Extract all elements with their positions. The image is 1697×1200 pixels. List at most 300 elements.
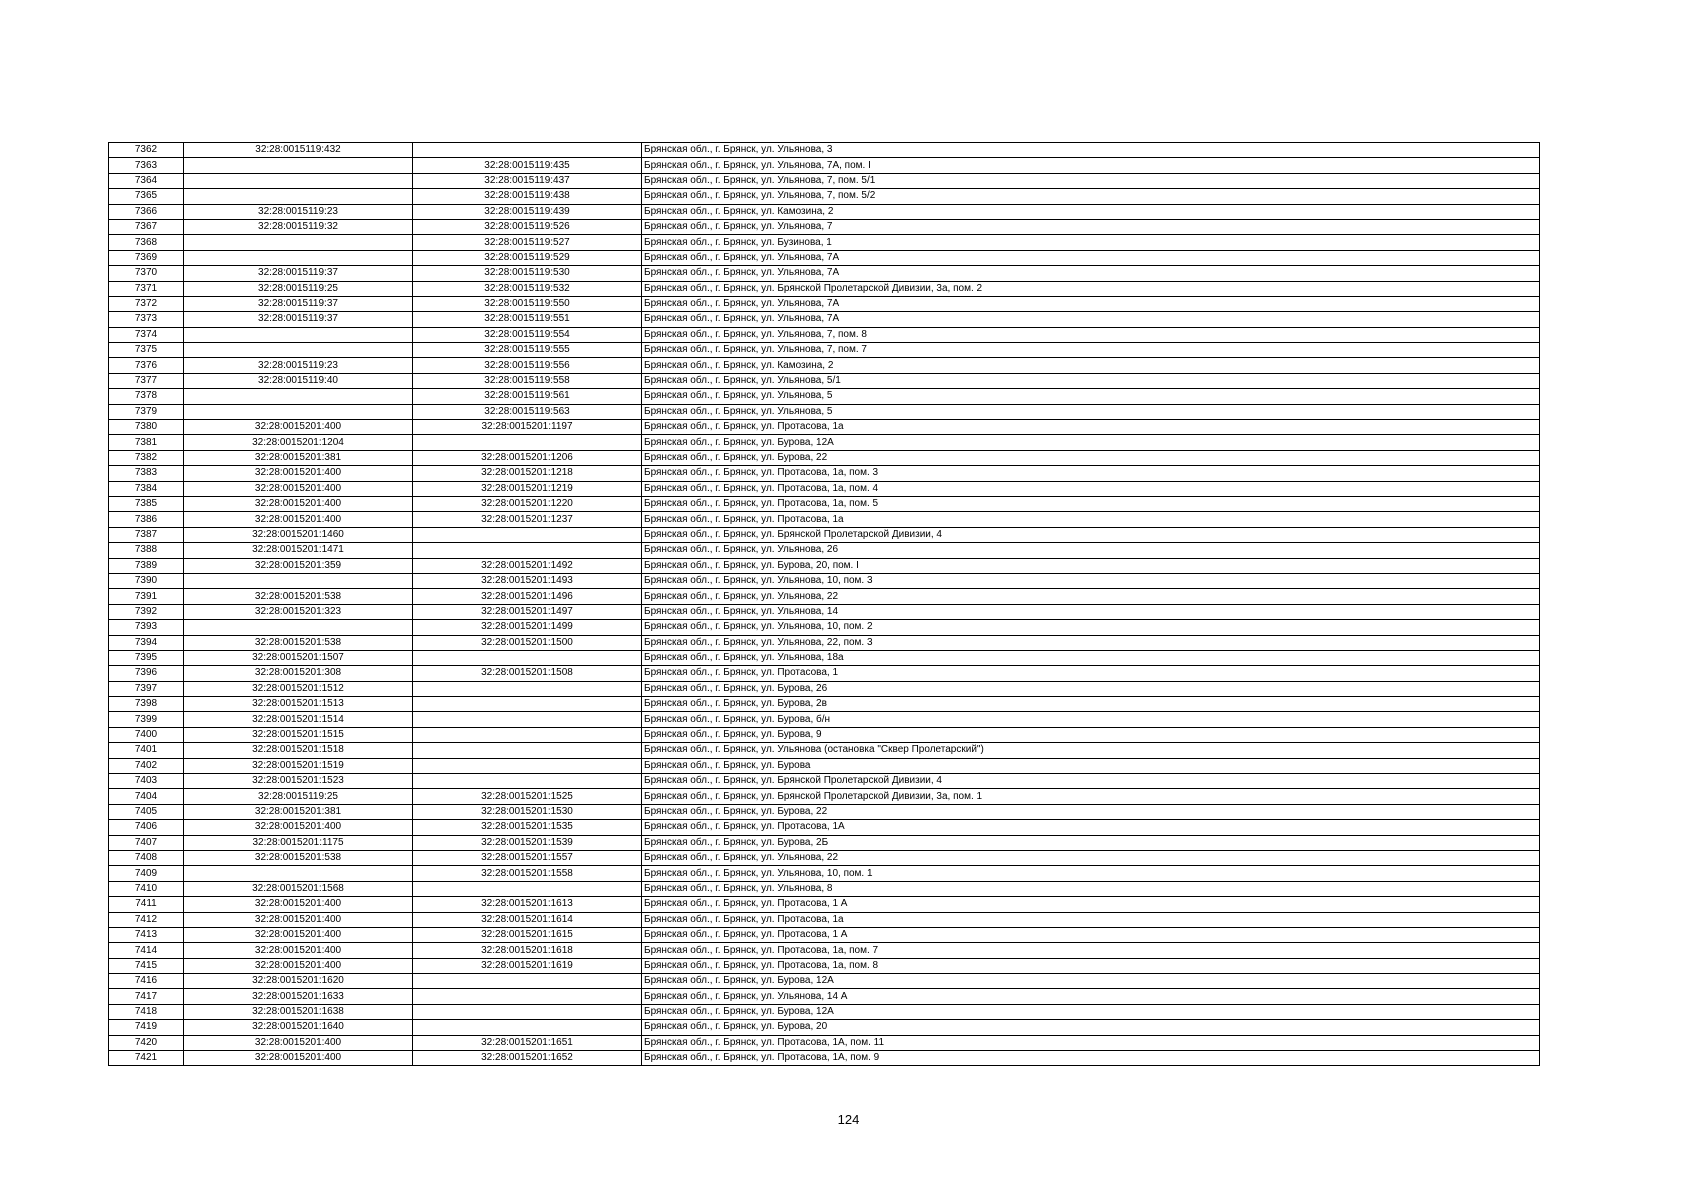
table-row bbox=[109, 235, 1540, 250]
parcel-number-cell bbox=[184, 189, 413, 204]
object-number-cell bbox=[413, 527, 642, 542]
row-number-cell: 7382 bbox=[109, 450, 184, 465]
row-number-cell: 7400 bbox=[109, 727, 184, 742]
row-number-cell: 7417 bbox=[109, 989, 184, 1004]
row-number-cell: 7421 bbox=[109, 1051, 184, 1066]
address-cell: Брянская обл., г. Брянск, ул. Ульянова, 3 bbox=[642, 143, 1540, 158]
table-row bbox=[109, 820, 1540, 835]
object-number-cell bbox=[413, 774, 642, 789]
object-number-cell: 32:28:0015201:1497 bbox=[413, 604, 642, 619]
parcel-number-cell: 32:28:0015201:400 bbox=[184, 927, 413, 942]
parcel-number-cell: 32:28:0015119:23 bbox=[184, 358, 413, 373]
parcel-number-cell: 32:28:0015201:1638 bbox=[184, 1004, 413, 1019]
object-number-cell: 32:28:0015119:550 bbox=[413, 296, 642, 311]
address-cell: Брянская обл., г. Брянск, ул. Ульянова, 7 bbox=[642, 219, 1540, 234]
table-row bbox=[109, 250, 1540, 265]
table-row bbox=[109, 1020, 1540, 1035]
table-row bbox=[109, 974, 1540, 989]
table-row bbox=[109, 373, 1540, 388]
parcel-number-cell bbox=[184, 404, 413, 419]
table-row bbox=[109, 450, 1540, 465]
object-number-cell: 32:28:0015201:1237 bbox=[413, 512, 642, 527]
table-row bbox=[109, 219, 1540, 234]
row-number-cell: 7379 bbox=[109, 404, 184, 419]
address-cell: Брянская обл., г. Брянск, ул. Ульянова, 10, пом. 3 bbox=[642, 573, 1540, 588]
object-number-cell: 32:28:0015119:551 bbox=[413, 312, 642, 327]
object-number-cell: 32:28:0015201:1558 bbox=[413, 866, 642, 881]
address-cell: Брянская обл., г. Брянск, ул. Протасова, 1а, пом. 4 bbox=[642, 481, 1540, 496]
row-number-cell: 7366 bbox=[109, 204, 184, 219]
address-cell: Брянская обл., г. Брянск, ул. Ульянова, 7, пом. 7 bbox=[642, 343, 1540, 358]
table-row bbox=[109, 527, 1540, 542]
object-number-cell: 32:28:0015201:1652 bbox=[413, 1051, 642, 1066]
object-number-cell: 32:28:0015119:555 bbox=[413, 343, 642, 358]
address-cell: Брянская обл., г. Брянск, ул. Ульянова, 7, пом. 5/1 bbox=[642, 173, 1540, 188]
row-number-cell: 7381 bbox=[109, 435, 184, 450]
object-number-cell: 32:28:0015119:529 bbox=[413, 250, 642, 265]
object-number-cell: 32:28:0015201:1219 bbox=[413, 481, 642, 496]
parcel-number-cell: 32:28:0015119:32 bbox=[184, 219, 413, 234]
table-row bbox=[109, 404, 1540, 419]
row-number-cell: 7368 bbox=[109, 235, 184, 250]
object-number-cell: 32:28:0015201:1651 bbox=[413, 1035, 642, 1050]
object-number-cell bbox=[413, 712, 642, 727]
object-number-cell bbox=[413, 543, 642, 558]
object-number-cell: 32:28:0015119:532 bbox=[413, 281, 642, 296]
table-row bbox=[109, 697, 1540, 712]
parcel-number-cell: 32:28:0015201:400 bbox=[184, 420, 413, 435]
address-cell: Брянская обл., г. Брянск, ул. Бурова, 12А bbox=[642, 1004, 1540, 1019]
address-cell: Брянская обл., г. Брянск, ул. Ульянова, 5/1 bbox=[642, 373, 1540, 388]
table-row bbox=[109, 496, 1540, 511]
table-row bbox=[109, 850, 1540, 865]
object-number-cell bbox=[413, 743, 642, 758]
table-row bbox=[109, 420, 1540, 435]
table-row bbox=[109, 204, 1540, 219]
parcel-number-cell: 32:28:0015201:538 bbox=[184, 589, 413, 604]
parcel-number-cell bbox=[184, 250, 413, 265]
table-row bbox=[109, 543, 1540, 558]
address-cell: Брянская обл., г. Брянск, ул. Ульянова, 8 bbox=[642, 881, 1540, 896]
parcel-number-cell: 32:28:0015119:37 bbox=[184, 296, 413, 311]
row-number-cell: 7393 bbox=[109, 620, 184, 635]
parcel-number-cell: 32:28:0015201:1512 bbox=[184, 681, 413, 696]
parcel-number-cell: 32:28:0015201:400 bbox=[184, 466, 413, 481]
object-number-cell: 32:28:0015119:435 bbox=[413, 158, 642, 173]
object-number-cell: 32:28:0015119:438 bbox=[413, 189, 642, 204]
address-cell: Брянская обл., г. Брянск, ул. Ульянова, 10, пом. 2 bbox=[642, 620, 1540, 635]
address-cell: Брянская обл., г. Брянск, ул. Протасова, 1а, пом. 5 bbox=[642, 496, 1540, 511]
row-number-cell: 7401 bbox=[109, 743, 184, 758]
parcel-number-cell: 32:28:0015201:1633 bbox=[184, 989, 413, 1004]
table-row bbox=[109, 635, 1540, 650]
object-number-cell: 32:28:0015201:1619 bbox=[413, 958, 642, 973]
parcel-number-cell: 32:28:0015201:323 bbox=[184, 604, 413, 619]
parcel-number-cell: 32:28:0015201:1175 bbox=[184, 835, 413, 850]
object-number-cell: 32:28:0015201:1499 bbox=[413, 620, 642, 635]
parcel-number-cell: 32:28:0015119:37 bbox=[184, 312, 413, 327]
address-cell: Брянская обл., г. Брянск, ул. Ульянова, 5 bbox=[642, 389, 1540, 404]
row-number-cell: 7397 bbox=[109, 681, 184, 696]
address-cell: Брянская обл., г. Брянск, ул. Протасова, 1а, пом. 7 bbox=[642, 943, 1540, 958]
address-cell: Брянская обл., г. Брянск, ул. Бурова bbox=[642, 758, 1540, 773]
row-number-cell: 7372 bbox=[109, 296, 184, 311]
address-cell: Брянская обл., г. Брянск, ул. Ульянова, 7, пом. 5/2 bbox=[642, 189, 1540, 204]
table-row bbox=[109, 604, 1540, 619]
row-number-cell: 7398 bbox=[109, 697, 184, 712]
address-cell: Брянская обл., г. Брянск, ул. Ульянова, 22 bbox=[642, 589, 1540, 604]
parcel-number-cell: 32:28:0015201:1523 bbox=[184, 774, 413, 789]
cadastral-table bbox=[108, 142, 1540, 1066]
object-number-cell: 32:28:0015119:561 bbox=[413, 389, 642, 404]
object-number-cell bbox=[413, 881, 642, 896]
parcel-number-cell bbox=[184, 327, 413, 342]
address-cell: Брянская обл., г. Брянск, ул. Ульянова, 14 А bbox=[642, 989, 1540, 1004]
address-cell: Брянская обл., г. Брянск, ул. Бурова, 20 bbox=[642, 1020, 1540, 1035]
address-cell: Брянская обл., г. Брянск, ул. Брянской Пролетарской Дивизии, 4 bbox=[642, 774, 1540, 789]
table-row bbox=[109, 189, 1540, 204]
address-cell: Брянская обл., г. Брянск, ул. Ульянова, 26 bbox=[642, 543, 1540, 558]
row-number-cell: 7412 bbox=[109, 912, 184, 927]
row-number-cell: 7413 bbox=[109, 927, 184, 942]
parcel-number-cell: 32:28:0015119:432 bbox=[184, 143, 413, 158]
parcel-number-cell: 32:28:0015201:1640 bbox=[184, 1020, 413, 1035]
object-number-cell: 32:28:0015201:1500 bbox=[413, 635, 642, 650]
parcel-number-cell: 32:28:0015201:1519 bbox=[184, 758, 413, 773]
row-number-cell: 7405 bbox=[109, 804, 184, 819]
table-row bbox=[109, 743, 1540, 758]
row-number-cell: 7394 bbox=[109, 635, 184, 650]
parcel-number-cell: 32:28:0015201:1513 bbox=[184, 697, 413, 712]
object-number-cell bbox=[413, 143, 642, 158]
parcel-number-cell: 32:28:0015201:538 bbox=[184, 635, 413, 650]
address-cell: Брянская обл., г. Брянск, ул. Бурова, 26 bbox=[642, 681, 1540, 696]
object-number-cell: 32:28:0015201:1535 bbox=[413, 820, 642, 835]
object-number-cell: 32:28:0015201:1525 bbox=[413, 789, 642, 804]
table-row bbox=[109, 866, 1540, 881]
row-number-cell: 7369 bbox=[109, 250, 184, 265]
address-cell: Брянская обл., г. Брянск, ул. Протасова, 1 bbox=[642, 666, 1540, 681]
address-cell: Брянская обл., г. Брянск, ул. Протасова, 1а, пом. 3 bbox=[642, 466, 1540, 481]
address-cell: Брянская обл., г. Брянск, ул. Бурова, 22 bbox=[642, 450, 1540, 465]
row-number-cell: 7403 bbox=[109, 774, 184, 789]
object-number-cell bbox=[413, 697, 642, 712]
object-number-cell: 32:28:0015119:558 bbox=[413, 373, 642, 388]
object-number-cell: 32:28:0015119:556 bbox=[413, 358, 642, 373]
parcel-number-cell: 32:28:0015119:40 bbox=[184, 373, 413, 388]
row-number-cell: 7407 bbox=[109, 835, 184, 850]
row-number-cell: 7411 bbox=[109, 897, 184, 912]
row-number-cell: 7418 bbox=[109, 1004, 184, 1019]
address-cell: Брянская обл., г. Брянск, ул. Протасова, 1а bbox=[642, 420, 1540, 435]
object-number-cell: 32:28:0015119:527 bbox=[413, 235, 642, 250]
object-number-cell bbox=[413, 650, 642, 665]
object-number-cell: 32:28:0015119:439 bbox=[413, 204, 642, 219]
parcel-number-cell: 32:28:0015201:381 bbox=[184, 450, 413, 465]
object-number-cell: 32:28:0015119:526 bbox=[413, 219, 642, 234]
object-number-cell bbox=[413, 727, 642, 742]
table-row bbox=[109, 466, 1540, 481]
address-cell: Брянская обл., г. Брянск, ул. Бузинова, 1 bbox=[642, 235, 1540, 250]
address-cell: Брянская обл., г. Брянск, ул. Ульянова, 7А bbox=[642, 266, 1540, 281]
object-number-cell: 32:28:0015119:437 bbox=[413, 173, 642, 188]
table-row bbox=[109, 343, 1540, 358]
row-number-cell: 7378 bbox=[109, 389, 184, 404]
parcel-number-cell bbox=[184, 573, 413, 588]
parcel-number-cell: 32:28:0015201:1507 bbox=[184, 650, 413, 665]
table-row bbox=[109, 1051, 1540, 1066]
parcel-number-cell: 32:28:0015201:400 bbox=[184, 958, 413, 973]
address-cell: Брянская обл., г. Брянск, ул. Ульянова, 7А bbox=[642, 312, 1540, 327]
row-number-cell: 7371 bbox=[109, 281, 184, 296]
address-cell: Брянская обл., г. Брянск, ул. Протасова, 1а, пом. 8 bbox=[642, 958, 1540, 973]
address-cell: Брянская обл., г. Брянск, ул. Брянской Пролетарской Дивизии, 3а, пом. 1 bbox=[642, 789, 1540, 804]
parcel-number-cell: 32:28:0015201:308 bbox=[184, 666, 413, 681]
page-number: 124 bbox=[837, 1112, 860, 1127]
object-number-cell bbox=[413, 1004, 642, 1019]
table-row bbox=[109, 804, 1540, 819]
parcel-number-cell: 32:28:0015201:400 bbox=[184, 820, 413, 835]
table-row bbox=[109, 589, 1540, 604]
row-number-cell: 7362 bbox=[109, 143, 184, 158]
parcel-number-cell bbox=[184, 158, 413, 173]
parcel-number-cell: 32:28:0015119:37 bbox=[184, 266, 413, 281]
row-number-cell: 7383 bbox=[109, 466, 184, 481]
object-number-cell: 32:28:0015201:1508 bbox=[413, 666, 642, 681]
address-cell: Брянская обл., г. Брянск, ул. Ульянова (остановка "Сквер Пролетарский") bbox=[642, 743, 1540, 758]
table-row bbox=[109, 943, 1540, 958]
row-number-cell: 7419 bbox=[109, 1020, 184, 1035]
parcel-number-cell bbox=[184, 389, 413, 404]
table-row bbox=[109, 666, 1540, 681]
address-cell: Брянская обл., г. Брянск, ул. Ульянова, 18а bbox=[642, 650, 1540, 665]
row-number-cell: 7395 bbox=[109, 650, 184, 665]
table-row bbox=[109, 681, 1540, 696]
parcel-number-cell: 32:28:0015201:400 bbox=[184, 912, 413, 927]
row-number-cell: 7410 bbox=[109, 881, 184, 896]
object-number-cell: 32:28:0015201:1197 bbox=[413, 420, 642, 435]
object-number-cell bbox=[413, 435, 642, 450]
row-number-cell: 7370 bbox=[109, 266, 184, 281]
row-number-cell: 7363 bbox=[109, 158, 184, 173]
address-cell: Брянская обл., г. Брянск, ул. Бурова, 9 bbox=[642, 727, 1540, 742]
object-number-cell: 32:28:0015201:1539 bbox=[413, 835, 642, 850]
object-number-cell: 32:28:0015201:1206 bbox=[413, 450, 642, 465]
object-number-cell: 32:28:0015119:563 bbox=[413, 404, 642, 419]
row-number-cell: 7402 bbox=[109, 758, 184, 773]
parcel-number-cell: 32:28:0015201:1460 bbox=[184, 527, 413, 542]
address-cell: Брянская обл., г. Брянск, ул. Протасова, 1а bbox=[642, 512, 1540, 527]
table-row bbox=[109, 789, 1540, 804]
address-cell: Брянская обл., г. Брянск, ул. Камозина, 2 bbox=[642, 204, 1540, 219]
table-row bbox=[109, 173, 1540, 188]
object-number-cell: 32:28:0015201:1220 bbox=[413, 496, 642, 511]
address-cell: Брянская обл., г. Брянск, ул. Ульянова, 14 bbox=[642, 604, 1540, 619]
row-number-cell: 7416 bbox=[109, 974, 184, 989]
row-number-cell: 7396 bbox=[109, 666, 184, 681]
object-number-cell bbox=[413, 1020, 642, 1035]
object-number-cell: 32:28:0015119:530 bbox=[413, 266, 642, 281]
address-cell: Брянская обл., г. Брянск, ул. Протасова, 1А, пом. 9 bbox=[642, 1051, 1540, 1066]
table-row bbox=[109, 1004, 1540, 1019]
table-row bbox=[109, 312, 1540, 327]
row-number-cell: 7374 bbox=[109, 327, 184, 342]
address-cell: Брянская обл., г. Брянск, ул. Бурова, 20, пом. I bbox=[642, 558, 1540, 573]
parcel-number-cell: 32:28:0015201:400 bbox=[184, 1035, 413, 1050]
row-number-cell: 7385 bbox=[109, 496, 184, 511]
row-number-cell: 7365 bbox=[109, 189, 184, 204]
table-row bbox=[109, 927, 1540, 942]
row-number-cell: 7415 bbox=[109, 958, 184, 973]
row-number-cell: 7389 bbox=[109, 558, 184, 573]
address-cell: Брянская обл., г. Брянск, ул. Ульянова, 22 bbox=[642, 850, 1540, 865]
table-row bbox=[109, 897, 1540, 912]
object-number-cell: 32:28:0015201:1493 bbox=[413, 573, 642, 588]
row-number-cell: 7364 bbox=[109, 173, 184, 188]
row-number-cell: 7399 bbox=[109, 712, 184, 727]
object-number-cell: 32:28:0015201:1618 bbox=[413, 943, 642, 958]
row-number-cell: 7404 bbox=[109, 789, 184, 804]
parcel-number-cell bbox=[184, 235, 413, 250]
table-row bbox=[109, 158, 1540, 173]
address-cell: Брянская обл., г. Брянск, ул. Ульянова, 5 bbox=[642, 404, 1540, 419]
parcel-number-cell: 32:28:0015201:400 bbox=[184, 897, 413, 912]
table-row bbox=[109, 1035, 1540, 1050]
parcel-number-cell: 32:28:0015201:400 bbox=[184, 943, 413, 958]
row-number-cell: 7380 bbox=[109, 420, 184, 435]
row-number-cell: 7414 bbox=[109, 943, 184, 958]
address-cell: Брянская обл., г. Брянск, ул. Бурова, б/н bbox=[642, 712, 1540, 727]
table-row bbox=[109, 620, 1540, 635]
row-number-cell: 7390 bbox=[109, 573, 184, 588]
address-cell: Брянская обл., г. Брянск, ул. Ульянова, 7А bbox=[642, 296, 1540, 311]
parcel-number-cell: 32:28:0015201:400 bbox=[184, 496, 413, 511]
object-number-cell bbox=[413, 974, 642, 989]
object-number-cell bbox=[413, 989, 642, 1004]
address-cell: Брянская обл., г. Брянск, ул. Протасова, 1А, пом. 11 bbox=[642, 1035, 1540, 1050]
table-row bbox=[109, 143, 1540, 158]
table-row bbox=[109, 281, 1540, 296]
row-number-cell: 7386 bbox=[109, 512, 184, 527]
parcel-number-cell: 32:28:0015201:400 bbox=[184, 512, 413, 527]
address-cell: Брянская обл., г. Брянск, ул. Ульянова, 7А, пом. I bbox=[642, 158, 1540, 173]
table-row bbox=[109, 558, 1540, 573]
address-cell: Брянская обл., г. Брянск, ул. Бурова, 2в bbox=[642, 697, 1540, 712]
table-row bbox=[109, 650, 1540, 665]
address-cell: Брянская обл., г. Брянск, ул. Бурова, 12А bbox=[642, 974, 1540, 989]
table-row bbox=[109, 712, 1540, 727]
address-cell: Брянская обл., г. Брянск, ул. Камозина, 2 bbox=[642, 358, 1540, 373]
table-row bbox=[109, 912, 1540, 927]
parcel-number-cell: 32:28:0015201:538 bbox=[184, 850, 413, 865]
table-row bbox=[109, 358, 1540, 373]
object-number-cell bbox=[413, 758, 642, 773]
parcel-number-cell: 32:28:0015201:1204 bbox=[184, 435, 413, 450]
parcel-number-cell: 32:28:0015201:1471 bbox=[184, 543, 413, 558]
address-cell: Брянская обл., г. Брянск, ул. Брянской Пролетарской Дивизии, 4 bbox=[642, 527, 1540, 542]
table-row bbox=[109, 296, 1540, 311]
address-cell: Брянская обл., г. Брянск, ул. Брянской Пролетарской Дивизии, 3а, пом. 2 bbox=[642, 281, 1540, 296]
object-number-cell: 32:28:0015201:1557 bbox=[413, 850, 642, 865]
object-number-cell: 32:28:0015201:1614 bbox=[413, 912, 642, 927]
parcel-number-cell bbox=[184, 343, 413, 358]
address-cell: Брянская обл., г. Брянск, ул. Бурова, 2Б bbox=[642, 835, 1540, 850]
address-cell: Брянская обл., г. Брянск, ул. Ульянова, 22, пом. 3 bbox=[642, 635, 1540, 650]
parcel-number-cell: 32:28:0015201:1514 bbox=[184, 712, 413, 727]
object-number-cell: 32:28:0015201:1615 bbox=[413, 927, 642, 942]
table-row bbox=[109, 389, 1540, 404]
table-row bbox=[109, 989, 1540, 1004]
row-number-cell: 7376 bbox=[109, 358, 184, 373]
address-cell: Брянская обл., г. Брянск, ул. Бурова, 22 bbox=[642, 804, 1540, 819]
parcel-number-cell: 32:28:0015201:381 bbox=[184, 804, 413, 819]
parcel-number-cell: 32:28:0015119:25 bbox=[184, 789, 413, 804]
object-number-cell bbox=[413, 681, 642, 696]
parcel-number-cell: 32:28:0015119:25 bbox=[184, 281, 413, 296]
parcel-number-cell: 32:28:0015201:400 bbox=[184, 1051, 413, 1066]
cadastral-table-body bbox=[109, 143, 1540, 1066]
address-cell: Брянская обл., г. Брянск, ул. Протасова, 1а bbox=[642, 912, 1540, 927]
row-number-cell: 7408 bbox=[109, 850, 184, 865]
row-number-cell: 7388 bbox=[109, 543, 184, 558]
parcel-number-cell bbox=[184, 866, 413, 881]
row-number-cell: 7377 bbox=[109, 373, 184, 388]
table-row bbox=[109, 512, 1540, 527]
parcel-number-cell: 32:28:0015201:1518 bbox=[184, 743, 413, 758]
parcel-number-cell bbox=[184, 620, 413, 635]
parcel-number-cell: 32:28:0015119:23 bbox=[184, 204, 413, 219]
parcel-number-cell: 32:28:0015201:359 bbox=[184, 558, 413, 573]
address-cell: Брянская обл., г. Брянск, ул. Протасова, 1 А bbox=[642, 927, 1540, 942]
table-row bbox=[109, 435, 1540, 450]
table-row bbox=[109, 774, 1540, 789]
table-row bbox=[109, 327, 1540, 342]
address-cell: Брянская обл., г. Брянск, ул. Ульянова, 10, пом. 1 bbox=[642, 866, 1540, 881]
row-number-cell: 7406 bbox=[109, 820, 184, 835]
object-number-cell: 32:28:0015201:1496 bbox=[413, 589, 642, 604]
table-row bbox=[109, 835, 1540, 850]
row-number-cell: 7391 bbox=[109, 589, 184, 604]
parcel-number-cell bbox=[184, 173, 413, 188]
address-cell: Брянская обл., г. Брянск, ул. Протасова, 1 А bbox=[642, 897, 1540, 912]
table-row bbox=[109, 573, 1540, 588]
object-number-cell: 32:28:0015201:1530 bbox=[413, 804, 642, 819]
parcel-number-cell: 32:28:0015201:400 bbox=[184, 481, 413, 496]
address-cell: Брянская обл., г. Брянск, ул. Бурова, 12А bbox=[642, 435, 1540, 450]
table-row bbox=[109, 758, 1540, 773]
object-number-cell: 32:28:0015201:1218 bbox=[413, 466, 642, 481]
object-number-cell: 32:28:0015119:554 bbox=[413, 327, 642, 342]
table-row bbox=[109, 958, 1540, 973]
address-cell: Брянская обл., г. Брянск, ул. Протасова, 1А bbox=[642, 820, 1540, 835]
parcel-number-cell: 32:28:0015201:1620 bbox=[184, 974, 413, 989]
parcel-number-cell: 32:28:0015201:1568 bbox=[184, 881, 413, 896]
table-row bbox=[109, 727, 1540, 742]
address-cell: Брянская обл., г. Брянск, ул. Ульянова, 7, пом. 8 bbox=[642, 327, 1540, 342]
address-cell: Брянская обл., г. Брянск, ул. Ульянова, 7А bbox=[642, 250, 1540, 265]
table-row bbox=[109, 481, 1540, 496]
parcel-number-cell: 32:28:0015201:1515 bbox=[184, 727, 413, 742]
row-number-cell: 7392 bbox=[109, 604, 184, 619]
table-row bbox=[109, 266, 1540, 281]
row-number-cell: 7375 bbox=[109, 343, 184, 358]
table-row bbox=[109, 881, 1540, 896]
row-number-cell: 7373 bbox=[109, 312, 184, 327]
row-number-cell: 7367 bbox=[109, 219, 184, 234]
object-number-cell: 32:28:0015201:1492 bbox=[413, 558, 642, 573]
row-number-cell: 7409 bbox=[109, 866, 184, 881]
row-number-cell: 7384 bbox=[109, 481, 184, 496]
